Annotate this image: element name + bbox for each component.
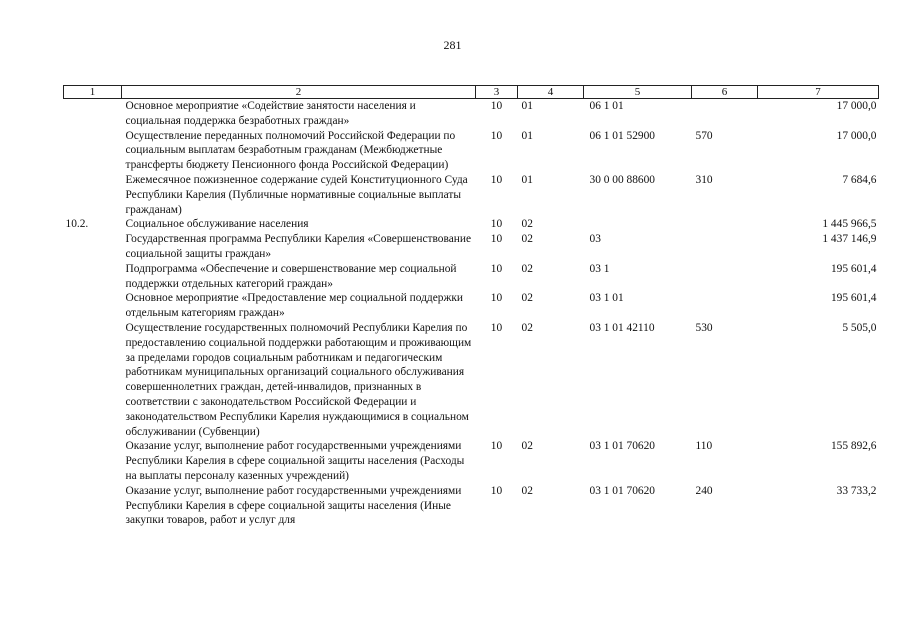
row-number	[64, 232, 122, 262]
row-number	[64, 129, 122, 173]
row-name: Подпрограмма «Обеспечение и совершенствование мер социальной поддержки отдельных категорий граждан»	[125, 262, 457, 290]
row-number	[64, 439, 122, 483]
row-subsection: 02	[521, 233, 533, 246]
row-expense-type: 530	[695, 321, 713, 334]
row-number	[64, 321, 122, 439]
row-name: Социальное обслуживание населения	[125, 218, 309, 231]
row-target-article: 03 1 01 42110	[589, 321, 655, 334]
row-expense-type: 240	[695, 484, 713, 497]
row-section: 10	[490, 292, 503, 305]
row-expense-type: 310	[695, 173, 713, 186]
row-section: 10	[490, 218, 503, 231]
row-subsection: 01	[521, 100, 533, 112]
row-subsection: 02	[521, 218, 533, 231]
row-section: 10	[490, 484, 503, 497]
table-row	[64, 439, 879, 483]
row-amount: 1 437 146,9	[822, 233, 877, 246]
row-number: 10.2.	[65, 218, 89, 231]
header-cell-3: 3	[476, 86, 518, 99]
row-target-article: 03 1 01	[589, 292, 624, 305]
row-section: 10	[490, 440, 503, 453]
header-cell-1: 1	[64, 86, 122, 99]
row-name: Государственная программа Республики Карелия «Совершенствование социальной защиты граждан»	[125, 233, 472, 260]
row-number	[64, 484, 122, 528]
header-row	[64, 86, 879, 99]
row-amount: 155 892,6	[830, 440, 877, 453]
row-expense-type	[692, 291, 758, 321]
row-name: Оказание услуг, выполнение работ государственными учреждениями Республики Карелия в сфере социальной защиты населения (Иные закупки товаров, работ и услуг для	[125, 484, 462, 527]
row-expense-type: 570	[695, 129, 713, 142]
row-target-article: 06 1 01 52900	[589, 129, 655, 142]
row-expense-type: 110	[695, 440, 713, 453]
row-subsection: 02	[521, 484, 533, 497]
table-row	[64, 99, 879, 129]
row-amount: 17 000,0	[836, 129, 877, 142]
row-subsection: 02	[521, 292, 533, 305]
row-target-article: 06 1 01	[589, 100, 624, 112]
row-number	[64, 262, 122, 292]
row-expense-type	[692, 217, 758, 232]
header-cell-7: 7	[758, 86, 879, 99]
row-target-article: 03 1 01 70620	[589, 484, 655, 497]
row-section: 10	[490, 262, 503, 275]
row-expense-type	[692, 99, 758, 129]
row-expense-type	[692, 232, 758, 262]
row-subsection: 02	[521, 321, 533, 334]
row-name: Осуществление государственных полномочий Республики Карелия по предоставлению социальной поддержки работающим и проживающим за пределами городов социальным работникам и педагогическим работникам муниципальных организаций социального обслуживания совершеннолетних граждан, детей-инвалидов, признанных в соответствии с законодательством Российской Федерации и законодательством Республики Карелия нуждающимися в социальном обслуживании (Субвенции)	[125, 321, 472, 438]
row-target-article: 30 0 00 88600	[589, 173, 655, 186]
row-name: Основное мероприятие «Содействие занятости населения и социальная поддержка безработных граждан»	[125, 100, 416, 127]
row-section: 10	[490, 321, 503, 334]
row-subsection: 02	[521, 262, 533, 275]
header-cell-5: 5	[584, 86, 692, 99]
table-row	[64, 217, 879, 232]
table-row	[64, 173, 879, 217]
row-amount: 1 445 966,5	[822, 218, 877, 231]
row-expense-type	[692, 262, 758, 292]
row-amount: 195 601,4	[830, 262, 877, 275]
row-name: Основное мероприятие «Предоставление мер социальной поддержки отдельным категориям граждан»	[125, 292, 463, 320]
row-number	[64, 173, 122, 217]
header-cell-4: 4	[518, 86, 584, 99]
table-row	[64, 484, 879, 528]
header-cell-2: 2	[122, 86, 476, 99]
table-body	[64, 86, 879, 529]
row-section: 10	[490, 100, 503, 112]
row-number	[64, 99, 122, 129]
row-target-article: 03 1 01 70620	[589, 440, 655, 453]
row-subsection: 01	[521, 129, 533, 142]
row-section: 10	[490, 173, 503, 186]
row-target-article	[584, 217, 692, 232]
budget-table	[63, 85, 879, 528]
header-cell-6: 6	[692, 86, 758, 99]
table-row	[64, 232, 879, 262]
row-amount: 33 733,2	[836, 484, 877, 497]
row-amount: 7 684,6	[842, 173, 877, 186]
row-section: 10	[490, 233, 503, 246]
row-name: Оказание услуг, выполнение работ государственными учреждениями Республики Карелия в сфере социальной защиты населения (Расходы на выплаты персоналу казенных учреждений)	[125, 440, 465, 482]
row-target-article: 03	[589, 233, 601, 246]
row-amount: 5 505,0	[842, 321, 877, 334]
row-target-article: 03 1	[589, 262, 610, 275]
row-subsection: 01	[521, 173, 533, 186]
table-row	[64, 291, 879, 321]
row-section: 10	[490, 129, 503, 142]
row-amount: 195 601,4	[830, 292, 877, 305]
row-amount: 17 000,0	[836, 100, 877, 112]
row-name: Ежемесячное пожизненное содержание судей Конституционного Суда Республики Карелия (Публичные нормативные социальные выплаты гражданам)	[125, 173, 468, 216]
table-row	[64, 321, 879, 439]
row-number	[64, 291, 122, 321]
table-row	[64, 262, 879, 292]
row-name: Осуществление переданных полномочий Российской Федерации по социальным выплатам безработным гражданам (Межбюджетные трансферты бюджету Пенсионного фонда Российской Федерации)	[125, 129, 456, 172]
table-row	[64, 129, 879, 173]
page-number: 281	[443, 38, 462, 52]
row-subsection: 02	[521, 440, 533, 453]
